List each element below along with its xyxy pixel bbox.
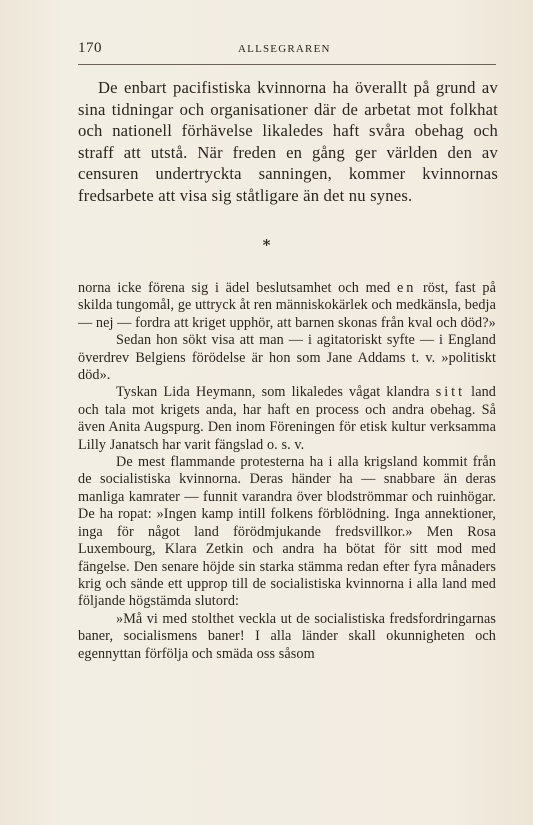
- excerpt-p3-text-a: Tyskan Lida Heymann, som likaledes vågat klandra: [116, 384, 436, 401]
- main-text: [78, 77, 498, 207]
- excerpt-paragraph-4: De mest flammande protesterna ha i alla krigsland kommit från de socialistiska kvinnorna. Deras händer ha — snabbare än deras manliga kamrater — funnit varandra över blodströmmar och ruinhögar. De ha ropat: »Ingen kamp intill folkens förblödning. Inga annektioner, inga för något land förödmjukande fredsvillkor.» Men Rosa Luxembourg, Klara Zetkin och andra ha bötat för sitt mod med fängelse. Den senare höjde sin starka stämma redan efter fyra månaders krig och sände ett upprop till de socialistiska kvinnorna i alla land med följande högstämda slutord:: [78, 454, 496, 610]
- top-paragraph: De enbart pacifistiska kvinnorna ha överallt på grund av sina tidningar och organisationer där de arbetat mot folkhat och nationell förhävelse likaledes haft svåra obehag och straff att utstå. När freden en gång ger världen den av censuren undertryckta sanningen, kommer kvinnornas fredsarbete att visa sig ståtligare än det nu synes.: [78, 78, 498, 205]
- quoted-excerpt: [78, 280, 496, 663]
- excerpt-paragraph-2: Sedan hon sökt visa att man — i agitatoriskt syfte — i England överdrev Belgiens förödelse är hon som Jane Addams t. v. »politiskt död».: [78, 332, 496, 384]
- excerpt-paragraph-1: [78, 280, 496, 332]
- section-separator: *: [262, 236, 271, 254]
- page-header: [78, 40, 496, 64]
- page-number: 170: [78, 40, 102, 56]
- header-rule: [78, 64, 496, 65]
- running-head: ALLSEGRAREN: [238, 43, 331, 55]
- excerpt-paragraph-3: [78, 384, 496, 454]
- excerpt-p1-text-a: norna icke förena sig i ädel beslutsamhet och med: [78, 280, 397, 296]
- excerpt-paragraph-5: »Må vi med stolthet veckla ut de socialistiska fredsfordringarnas baner, socialismens baner! I alla länder skall okunnigheten och egennyttan förfölja och smäda oss såsom: [78, 610, 496, 662]
- excerpt-p3-emphasis: sitt: [435, 384, 466, 401]
- excerpt-p3-text-b: land och tala mot krigets anda, har haft en process och andra obehag. Så även Anita Augspurg. Den inom Föreningen för etisk kultur verksamma Lilly Janatsch har varit fängslad o. s. v.: [78, 384, 497, 453]
- excerpt-p1-text-b: röst, fast på skilda tungomål, ge uttryck åt ren människokärlek och medkänsla, bedja — nej — fordra att kriget upphör, att barnen skonas från kval och död?»: [78, 280, 496, 331]
- excerpt-p1-emphasis: en: [396, 280, 417, 296]
